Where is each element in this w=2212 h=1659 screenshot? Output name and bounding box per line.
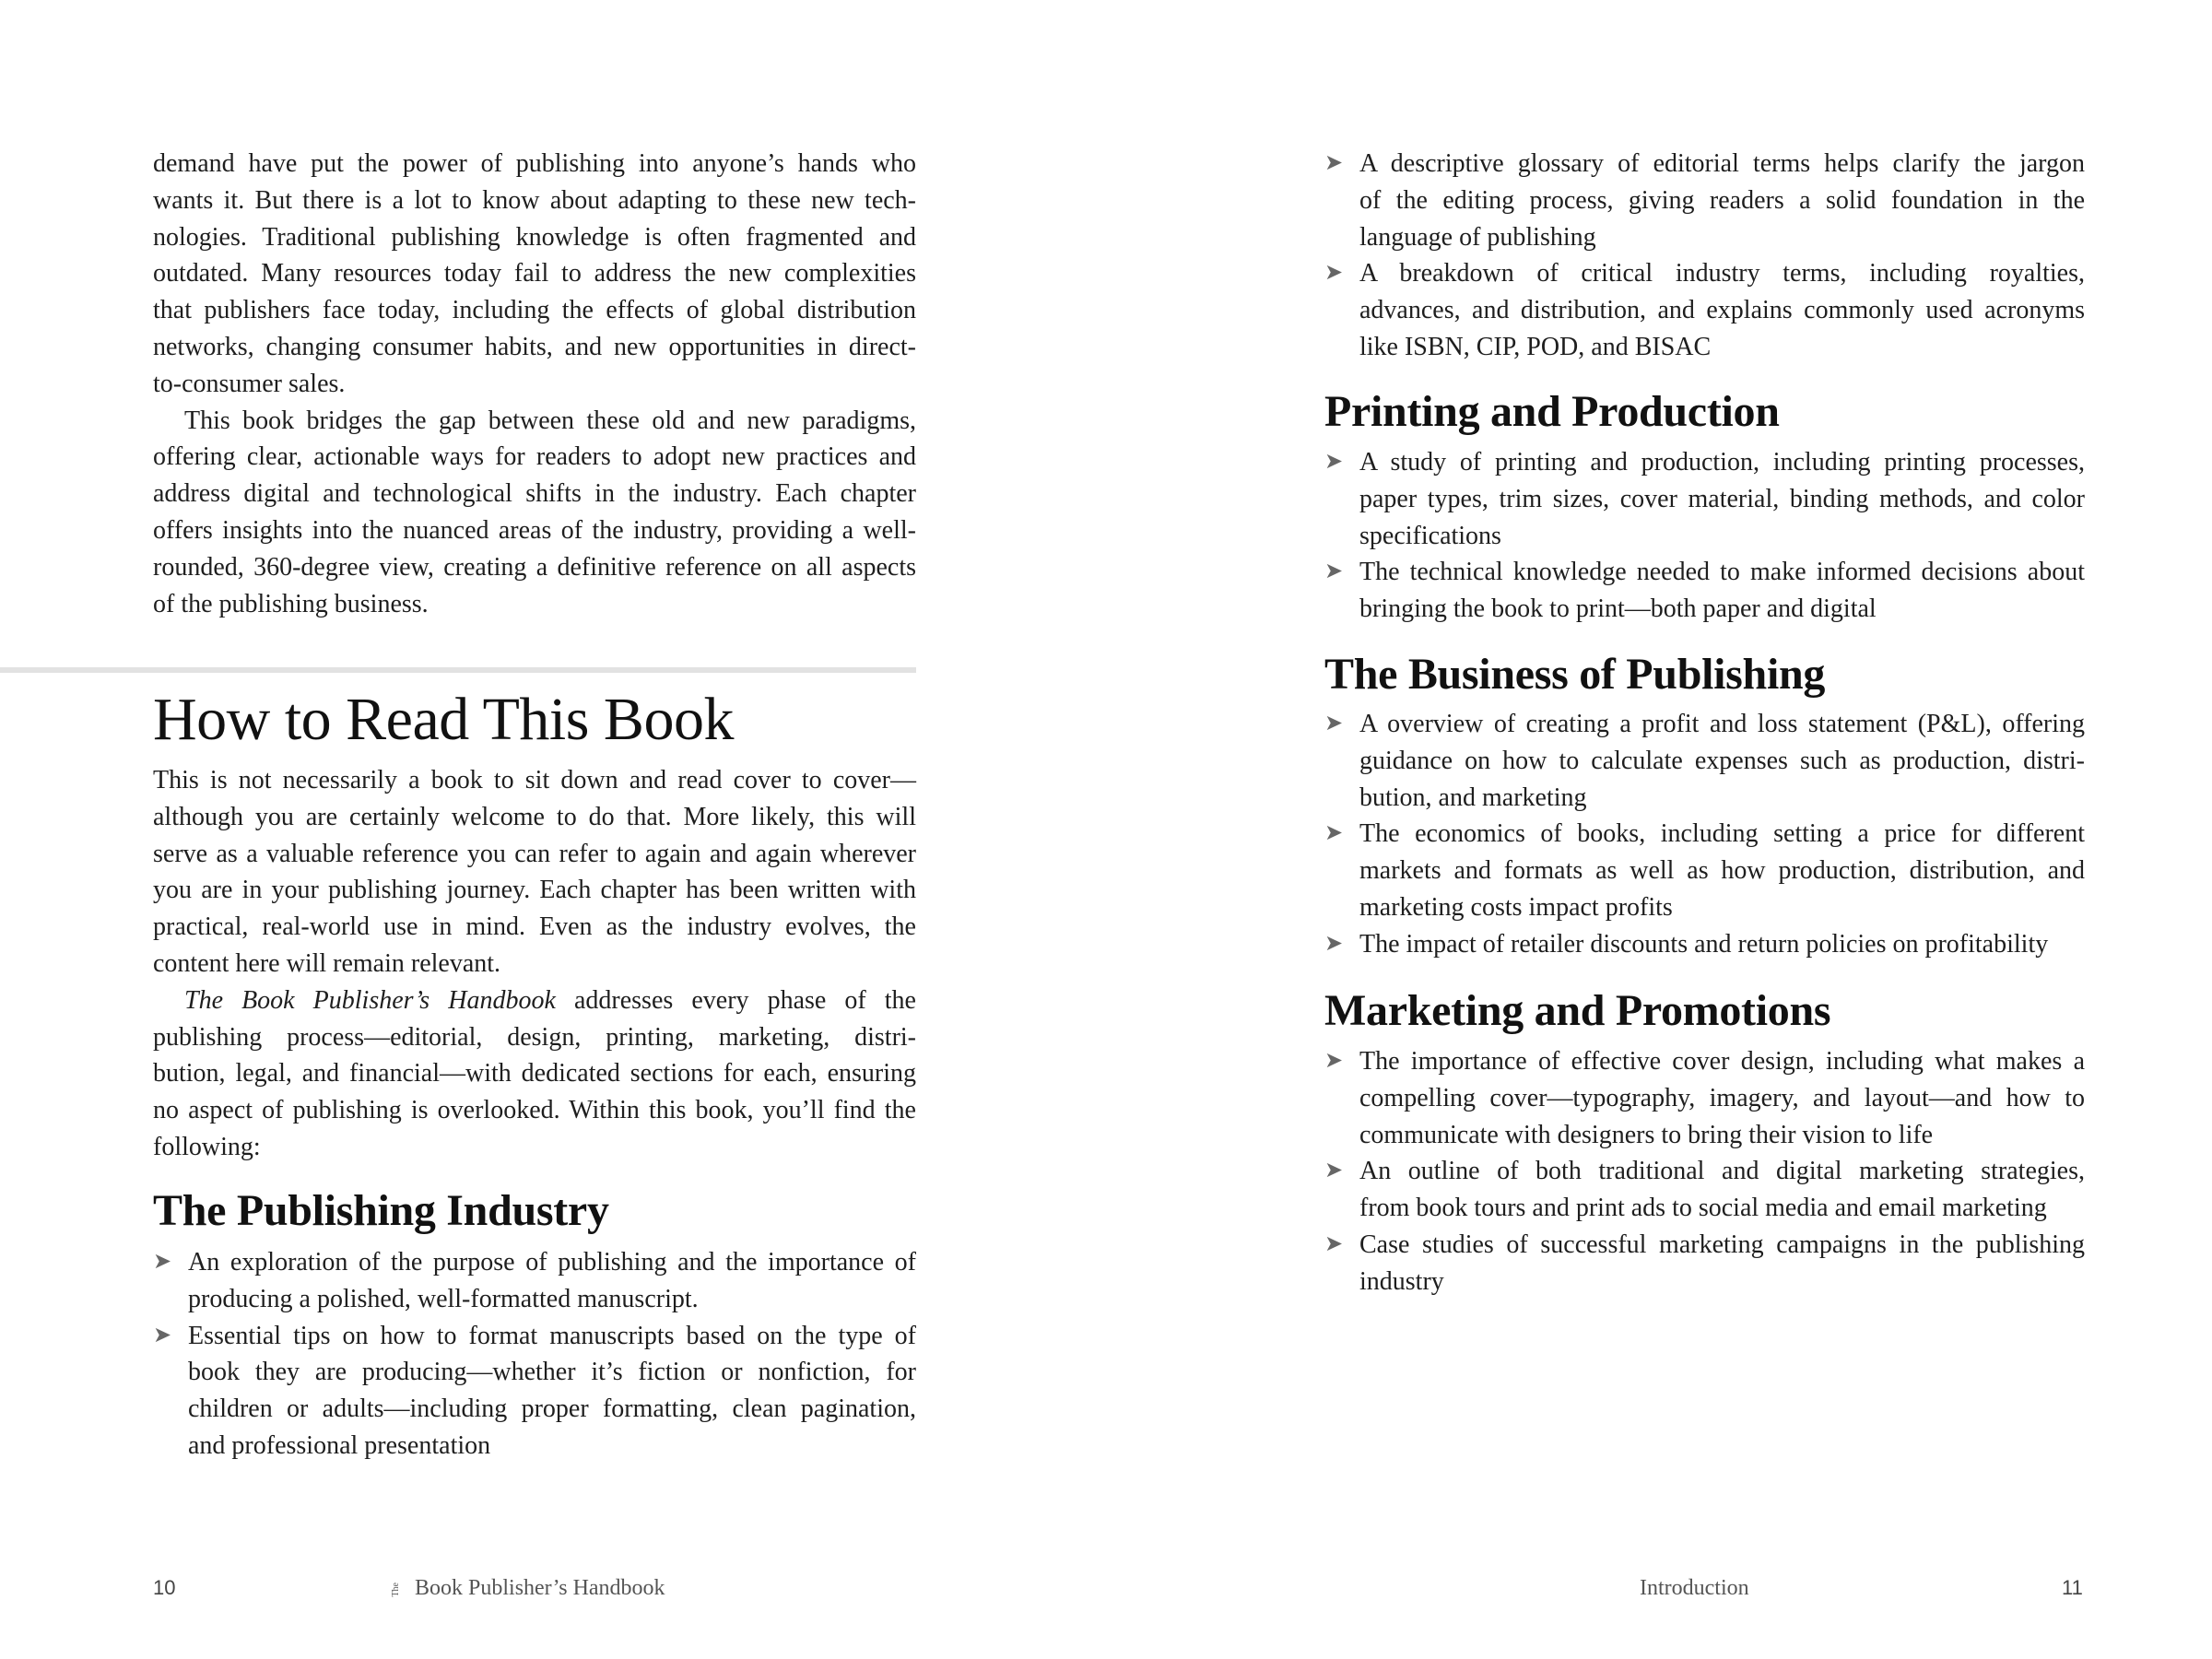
- line-text: offers insights into the nuanced areas of the industry, providing a well-: [153, 515, 916, 545]
- text-line: [153, 1129, 916, 1166]
- list-item: [153, 1244, 916, 1318]
- text-line: An outline of both traditional and digital marketing strategies,: [1359, 1157, 2085, 1186]
- line-text: This is not necessarily a book to sit down and read cover to cover—: [153, 766, 916, 794]
- list-item: [153, 1318, 916, 1465]
- text-line: [153, 403, 916, 440]
- line-text: rounded, 360-degree view, creating a definitive reference on all aspects: [153, 552, 916, 582]
- arrow-bullet-icon: ➤: [1324, 712, 1344, 735]
- arrow-bullet-icon: ➤: [153, 1323, 172, 1347]
- text-line: The importance of effective cover design, including what makes a: [1359, 1047, 2085, 1076]
- line-text: of the publishing business.: [153, 589, 429, 618]
- list-item: [1324, 926, 2085, 963]
- text-line: [153, 799, 916, 836]
- arrow-bullet-icon: ➤: [1324, 821, 1344, 846]
- text-line: Essential tips on how to format manuscripts based on the type of: [188, 1321, 916, 1350]
- line-text: you are in your publishing journey. Each chapter has been written with: [153, 876, 916, 905]
- text-line: paper types, trim sizes, cover material, binding methods, and color: [1359, 484, 2085, 513]
- line-text: offering clear, actionable ways for readers to adopt new practices and: [153, 442, 916, 472]
- text-line: [153, 476, 916, 512]
- heading-publishing-industry: The Publishing Industry: [153, 1186, 609, 1235]
- list-item: [1324, 1227, 2085, 1300]
- page-number-left: 10: [153, 1576, 176, 1599]
- arrow-bullet-icon: ➤: [1324, 931, 1344, 956]
- text-line: bution, and marketing: [1359, 782, 1587, 812]
- book-title: Book Publisher’s Handbook: [415, 1576, 665, 1600]
- text-line: of the editing process, giving readers a solid foundation in the: [1359, 185, 2085, 215]
- text-line: like ISBN, CIP, POD, and BISAC: [1359, 332, 1712, 361]
- running-head-right: Introduction: [1640, 1576, 1749, 1600]
- arrow-bullet-icon: ➤: [1324, 559, 1344, 584]
- text-line: [153, 762, 916, 799]
- the-small: The: [391, 1582, 401, 1597]
- line-text: serve as a valuable reference you can refer to again and again wherever: [153, 839, 916, 868]
- line-text: nologies. Traditional publishing knowledge is often fragmented and: [153, 222, 916, 252]
- line-text: outdated. Many resources today fail to address the new complexities: [153, 259, 916, 288]
- line-text: no aspect of publishing is overlooked. Within this book, you’ll find the: [153, 1096, 916, 1125]
- text-line: [153, 836, 916, 873]
- heading-marketing-promotions: Marketing and Promotions: [1324, 986, 1831, 1035]
- text-line: children or adults—including proper formatting, clean pagination,: [188, 1394, 916, 1424]
- line-text: practical, real-world use in mind. Even as the industry evolves, the: [153, 912, 916, 942]
- arrow-bullet-icon: ➤: [153, 1250, 172, 1274]
- text-line: The impact of retailer discounts and return policies on profitability: [1359, 929, 2049, 959]
- text-line: [153, 255, 916, 292]
- arrow-bullet-icon: ➤: [1324, 261, 1344, 286]
- list-item: [1324, 255, 2085, 365]
- line-text: This book bridges the gap between these old and new paradigms,: [184, 406, 916, 435]
- text-line: The technical knowledge needed to make informed decisions about: [1359, 558, 2085, 587]
- text-line: A breakdown of critical industry terms, including royalties,: [1359, 259, 2085, 288]
- text-line: [153, 366, 916, 403]
- text-line: [153, 872, 916, 909]
- text-line: [153, 1019, 916, 1056]
- line-text: that publishers face today, including the effects of global distribution: [153, 296, 916, 325]
- line-text: address digital and technological shifts in the industry. Each chapter: [153, 479, 916, 509]
- heading-how-to-read: How to Read This Book: [153, 686, 734, 753]
- text-line: markets and formats as well as how production, distribution, and: [1359, 856, 2085, 886]
- text-line: Case studies of successful marketing campaigns in the publishing: [1359, 1230, 2085, 1259]
- text-line: [153, 182, 916, 219]
- text-line: language of publishing: [1359, 222, 1596, 252]
- text-line: advances, and distribution, and explains commonly used acronyms: [1359, 296, 2085, 325]
- list-item: [1324, 816, 2085, 925]
- line-text: addresses every phase of the: [555, 985, 916, 1015]
- text-line: book they are producing—whether it’s fiction or nonfiction, for: [188, 1358, 916, 1387]
- text-line: [153, 1055, 916, 1092]
- heading-business-publishing: The Business of Publishing: [1324, 650, 1826, 699]
- text-line: marketing costs impact profits: [1359, 892, 1673, 922]
- line-text: wants it. But there is a lot to know about adapting to these new tech-: [153, 185, 916, 215]
- text-line: [153, 329, 916, 366]
- running-head-left: [380, 1571, 665, 1605]
- text-line: bringing the book to print—both paper and digital: [1359, 594, 1877, 624]
- list-item: [1324, 554, 2085, 628]
- text-line: guidance on how to calculate expenses such as production, distri-: [1359, 746, 2085, 775]
- text-line: specifications: [1359, 521, 1501, 550]
- list-item: [1324, 1043, 2085, 1153]
- line-text: networks, changing consumer habits, and new opportunities in direct-: [153, 332, 916, 361]
- line-text: bution, legal, and financial—with dedicated sections for each, ensuring: [153, 1059, 916, 1088]
- arrow-bullet-icon: ➤: [1324, 1049, 1344, 1073]
- text-line: industry: [1359, 1266, 1444, 1296]
- text-line: and professional presentation: [188, 1430, 491, 1460]
- line-text: to-consumer sales.: [153, 369, 346, 398]
- text-line: compelling cover—typography, imagery, and layout—and how to: [1359, 1083, 2085, 1112]
- text-line: [153, 982, 916, 1019]
- marketing-list: [1324, 1043, 2085, 1300]
- text-line: An exploration of the purpose of publishing and the importance of: [188, 1248, 916, 1277]
- business-list: [1324, 706, 2085, 963]
- text-line: producing a polished, well-formatted manuscript.: [188, 1284, 699, 1313]
- how-to-read-text: [153, 762, 916, 1166]
- list-item: [1324, 444, 2085, 554]
- text-line: [153, 586, 916, 623]
- heading-printing-production: Printing and Production: [1324, 387, 1780, 436]
- arrow-bullet-icon: ➤: [1324, 450, 1344, 474]
- text-line: from book tours and print ads to social media and email marketing: [1359, 1194, 2047, 1223]
- printing-list: [1324, 444, 2085, 628]
- line-text: although you are certainly welcome to do that. More likely, this will: [153, 802, 916, 831]
- line-text: following:: [153, 1132, 261, 1161]
- text-line: A study of printing and production, including printing processes,: [1359, 448, 2085, 477]
- text-line: communicate with designers to bring their vision to life: [1359, 1120, 1934, 1149]
- arrow-bullet-icon: ➤: [1324, 1231, 1344, 1256]
- page-number-right: 11: [2062, 1576, 2083, 1599]
- text-line: [153, 946, 916, 982]
- list-item: [1324, 1153, 2085, 1227]
- text-line: [153, 292, 916, 329]
- text-line: [153, 219, 916, 256]
- arrow-bullet-icon: ➤: [1324, 151, 1344, 175]
- text-line: The economics of books, including setting a price for different: [1359, 819, 2085, 849]
- list-item: [1324, 706, 2085, 816]
- text-line: A descriptive glossary of editorial terms helps clarify the jargon: [1359, 149, 2085, 178]
- intro-text: [153, 146, 916, 622]
- line-text: publishing process—editorial, design, printing, marketing, distri-: [153, 1022, 916, 1052]
- arrow-bullet-icon: ➤: [1324, 1159, 1344, 1183]
- text-line: [153, 439, 916, 476]
- text-line: [153, 549, 916, 586]
- text-line: [153, 1092, 916, 1129]
- section-divider: [0, 667, 916, 673]
- italic-title: The Book Publisher’s Handbook: [184, 985, 556, 1015]
- line-text: demand have put the power of publishing into anyone’s hands who: [153, 149, 916, 178]
- text-line: [153, 146, 916, 182]
- text-line: [153, 909, 916, 946]
- list-item: [1324, 146, 2085, 255]
- text-line: [153, 512, 916, 549]
- line-text: content here will remain relevant.: [153, 948, 501, 978]
- editorial-list: [1324, 146, 2085, 366]
- publishing-industry-list: [153, 1244, 916, 1465]
- text-line: A overview of creating a profit and loss statement (P&L), offering: [1359, 710, 2085, 738]
